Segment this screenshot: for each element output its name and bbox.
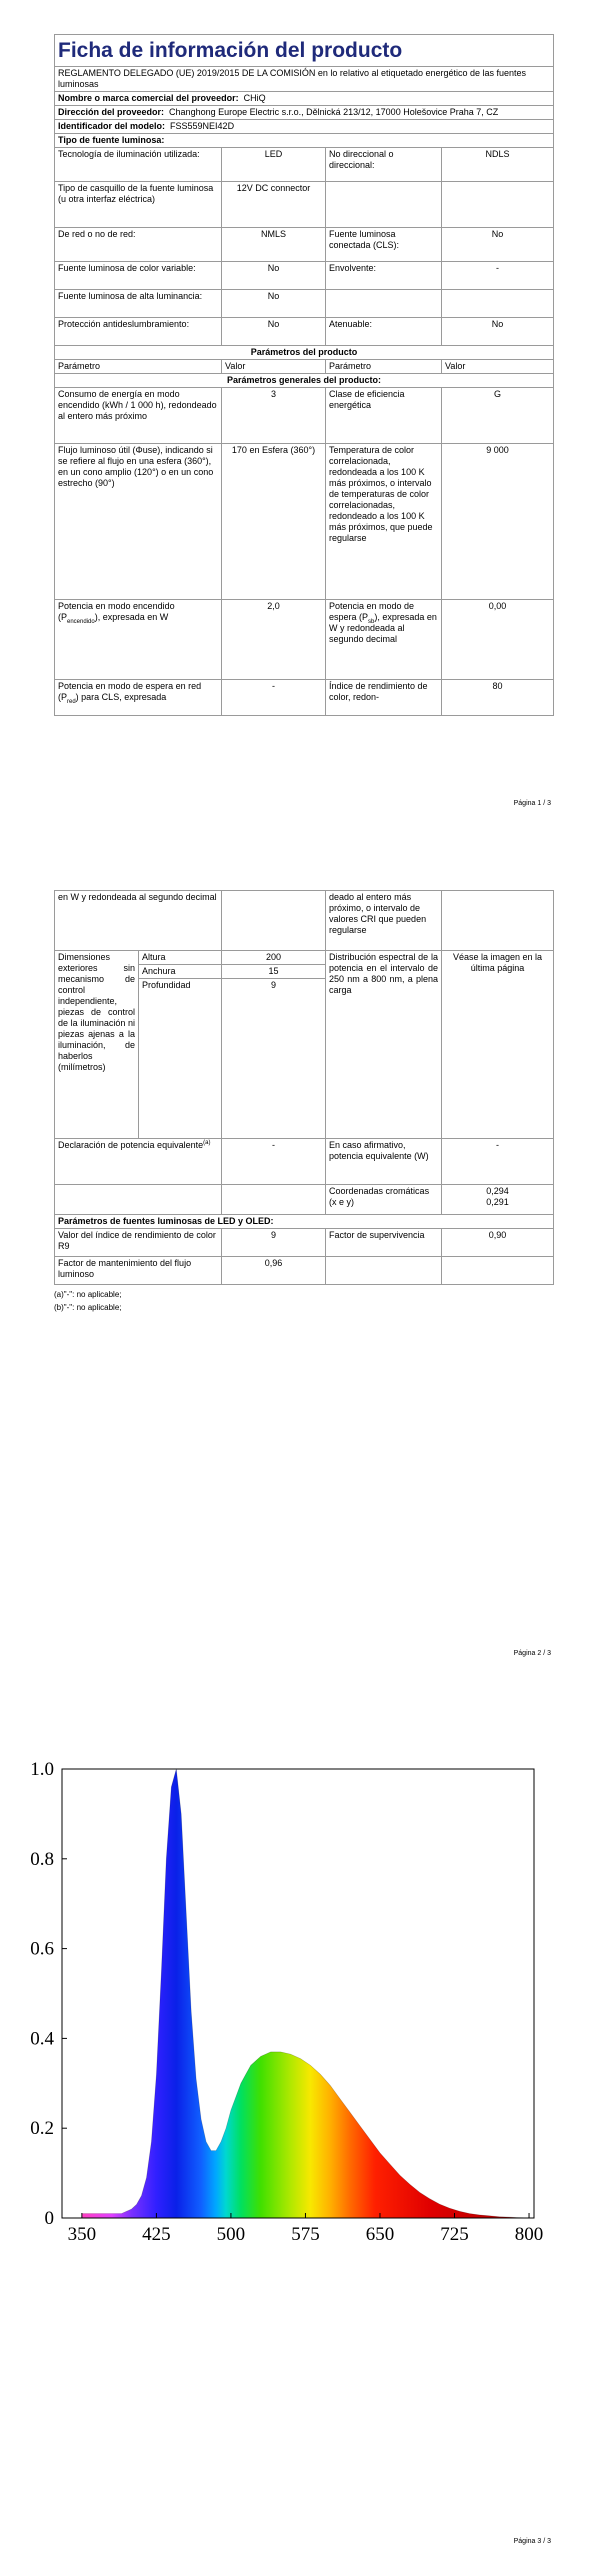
spectrum-area <box>82 1769 529 2218</box>
empty-cell <box>222 891 326 951</box>
on-mode-power-sub: encendido <box>67 618 95 625</box>
on-mode-power-value: 2,0 <box>222 600 326 680</box>
anti-glare-label: Protección antideslumbramiento: <box>55 318 222 346</box>
info-table-page1 <box>54 34 554 716</box>
networked-standby-label <box>55 680 222 716</box>
dimmable-value: No <box>442 318 554 346</box>
technology-label: Tecnología de iluminación utilizada: <box>55 148 222 182</box>
color-tunable-label: Fuente luminosa de color variable: <box>55 262 222 290</box>
spectral-distribution-label: Distribución espectral de la potencia en el intervalo de 250 nm a 800 nm, a plena carga <box>326 951 442 1139</box>
x-tick-label: 800 <box>514 2224 544 2240</box>
equiv-power-value: - <box>222 1139 326 1185</box>
x-tick-label: 500 <box>216 2224 246 2240</box>
footnote-b: (b)"-": no aplicable; <box>54 1303 122 1312</box>
cls-value: No <box>442 228 554 262</box>
empty-cell <box>442 182 554 228</box>
regulation-text: REGLAMENTO DELEGADO (UE) 2019/2015 DE LA COMISIÓN en lo relativo al etiquetado energético de las fuentes luminosas <box>55 67 554 92</box>
depth-value: 9 <box>222 979 326 1139</box>
survival-factor-value: 0,90 <box>442 1229 554 1257</box>
general-params-heading: Parámetros generales del producto: <box>55 374 554 388</box>
cap-type-label-sub: (u otra interfaz eléctrica) <box>58 194 156 204</box>
supplier-address-label: Dirección del proveedor: <box>58 107 165 117</box>
width-label: Anchura <box>139 965 222 979</box>
led-params-heading: Parámetros de fuentes luminosas de LED y OLED: <box>55 1215 554 1229</box>
y-tick-label: 0.8 <box>30 1848 54 1870</box>
chromaticity-label: Coordenadas cromáticas (x e y) <box>326 1185 442 1215</box>
energy-consumption-label: Consumo de energía en modo encendido (kWh / 1 000 h), redondeado al entero más próximo <box>55 388 222 444</box>
x-tick-label: 725 <box>440 2224 469 2240</box>
r9-label: Valor del índice de rendimiento de color R9 <box>55 1229 222 1257</box>
cap-type-label <box>55 182 222 228</box>
lumen-maintenance-value: 0,96 <box>222 1257 326 1285</box>
model-id-label: Identificador del modelo: <box>58 121 166 131</box>
cri-value: 80 <box>442 680 554 716</box>
x-tick-label: 350 <box>67 2224 97 2240</box>
width-value: 15 <box>222 965 326 979</box>
energy-class-value: G <box>442 388 554 444</box>
page-1 <box>0 0 603 820</box>
standby-power-label-b: ), expresada en W y redondeada al segundo decimal <box>329 612 437 644</box>
energy-class-label: Clase de eficiencia energética <box>326 388 442 444</box>
empty-cell <box>442 290 554 318</box>
page-number: Página 1 / 3 <box>513 800 551 807</box>
empty-cell <box>326 290 442 318</box>
networked-standby-label-b: ) para CLS, expresada <box>75 692 167 702</box>
page-number: Página 2 / 3 <box>513 1650 551 1657</box>
high-luminance-value: No <box>222 290 326 318</box>
directional-value: NDLS <box>442 148 554 182</box>
y-tick-label: 0 <box>44 2208 54 2229</box>
equiv-power-label <box>55 1139 222 1185</box>
col-header-value: Valor <box>222 360 326 374</box>
networked-standby-sub: red <box>67 698 76 705</box>
survival-factor-label: Factor de supervivencia <box>326 1229 442 1257</box>
supplier-address-row <box>55 106 554 120</box>
lumen-maintenance-label: Factor de mantenimiento del flujo luminoso <box>55 1257 222 1285</box>
luminous-flux-value: 170 en Esfera (360°) <box>222 444 326 600</box>
empty-cell <box>442 1257 554 1285</box>
y-tick-label: 0.6 <box>30 1938 54 1960</box>
networked-standby-value: - <box>222 680 326 716</box>
height-value: 200 <box>222 951 326 965</box>
footnote-a: (a)"-": no aplicable; <box>54 1290 122 1299</box>
product-info-sheet <box>54 34 553 716</box>
y-tick-label: 0.4 <box>30 2028 54 2050</box>
anti-glare-value: No <box>222 318 326 346</box>
y-tick-label: 1.0 <box>30 1759 54 1780</box>
empty-cell <box>442 891 554 951</box>
chromaticity-y: 0,291 <box>486 1197 509 1207</box>
col-header-param: Parámetro <box>326 360 442 374</box>
chromaticity-x: 0,294 <box>486 1186 509 1196</box>
page-number: Página 3 / 3 <box>513 2538 551 2545</box>
mains-value: NMLS <box>222 228 326 262</box>
on-mode-power-label-b: ), expresada en W <box>94 612 169 622</box>
high-luminance-label: Fuente luminosa de alta luminancia: <box>55 290 222 318</box>
empty-cell <box>222 1185 326 1215</box>
product-info-sheet-cont <box>54 890 553 1314</box>
cls-label: Fuente luminosa conectada (CLS): <box>326 228 442 262</box>
luminous-flux-label: Flujo luminoso útil (Φuse), indicando si se refiere al flujo en una esfera (360°), en un cono amplio (120°) o en un cono estrecho (90°) <box>55 444 222 600</box>
spectral-distribution-chart <box>0 1740 603 2240</box>
cri-label-cont: deado al entero más próximo, o intervalo de valores CRI que pueden regularse <box>326 891 442 951</box>
supplier-name-label: Nombre o marca comercial del proveedor: <box>58 93 239 103</box>
supplier-address-value: Changhong Europe Electric s.r.o., Dělnická 213/12, 17000 Holešovice Praha 7, CZ <box>169 107 499 117</box>
x-tick-label: 425 <box>142 2224 171 2240</box>
on-mode-power-label-a: Potencia en modo encendido (P <box>58 601 175 622</box>
networked-standby-label-a: Potencia en modo de espera en red (P <box>58 681 202 702</box>
model-id-value: FSS559NEI42D <box>170 121 235 131</box>
cri-label: Índice de rendimiento de color, redon- <box>326 680 442 716</box>
mains-label: De red o no de red: <box>55 228 222 262</box>
info-table-page2 <box>54 890 554 1285</box>
standby-power-value: 0,00 <box>442 600 554 680</box>
x-tick-label: 575 <box>291 2224 320 2240</box>
supplier-name-value: CHiQ <box>243 93 266 103</box>
dimmable-label: Atenuable: <box>326 318 442 346</box>
cap-type-value: 12V DC connector <box>222 182 326 228</box>
product-params-heading: Parámetros del producto <box>55 346 554 360</box>
equiv-power-w-label: En caso afirmativo, potencia equivalente (W) <box>326 1139 442 1185</box>
standby-power-label-a: Potencia en modo de espera (P <box>329 601 415 622</box>
equiv-power-label-text: Declaración de potencia equivalente <box>58 1140 204 1150</box>
depth-label: Profundidad <box>139 979 222 1139</box>
height-label: Altura <box>139 951 222 965</box>
on-mode-power-label <box>55 600 222 680</box>
standby-power-label <box>326 600 442 680</box>
dimensions-label: Dimensiones exteriores sin mecanismo de control independiente, piezas de control de la iluminación ni piezas ajenas a la iluminación, de haberlos (milímetros) <box>55 951 139 1139</box>
empty-cell <box>55 1185 222 1215</box>
chromaticity-value <box>442 1185 554 1215</box>
page-2 <box>0 890 603 1690</box>
networked-standby-cont: en W y redondeada al segundo decimal <box>55 891 222 951</box>
page-3 <box>0 1740 603 2560</box>
col-header-param: Parámetro <box>55 360 222 374</box>
empty-cell <box>326 1257 442 1285</box>
r9-value: 9 <box>222 1229 326 1257</box>
equiv-power-w-value: - <box>442 1139 554 1185</box>
cap-type-label-main: Tipo de casquillo de la fuente luminosa <box>58 183 214 193</box>
cct-label: Temperatura de color correlacionada, redondeada a los 100 K más próximos, o intervalo de temperaturas de color correlacionadas, redondeado a los 100 K más próximos, que puede regularse <box>326 444 442 600</box>
sheet-title: Ficha de información del producto <box>55 35 554 67</box>
equiv-power-sup: (a) <box>203 1140 211 1146</box>
empty-cell <box>326 182 442 228</box>
energy-consumption-value: 3 <box>222 388 326 444</box>
light-source-type-heading: Tipo de fuente luminosa: <box>55 134 554 148</box>
cct-value: 9 000 <box>442 444 554 600</box>
color-tunable-value: No <box>222 262 326 290</box>
col-header-value: Valor <box>442 360 554 374</box>
supplier-name-row <box>55 92 554 106</box>
envelope-value: - <box>442 262 554 290</box>
y-tick-label: 0.2 <box>30 2118 54 2140</box>
x-tick-label: 650 <box>365 2224 395 2240</box>
directional-label: No direccional o direccional: <box>326 148 442 182</box>
spectral-distribution-value: Véase la imagen en la última página <box>442 951 554 1139</box>
technology-value: LED <box>222 148 326 182</box>
envelope-label: Envolvente: <box>326 262 442 290</box>
model-id-row <box>55 120 554 134</box>
standby-power-sub: sb <box>368 618 375 625</box>
